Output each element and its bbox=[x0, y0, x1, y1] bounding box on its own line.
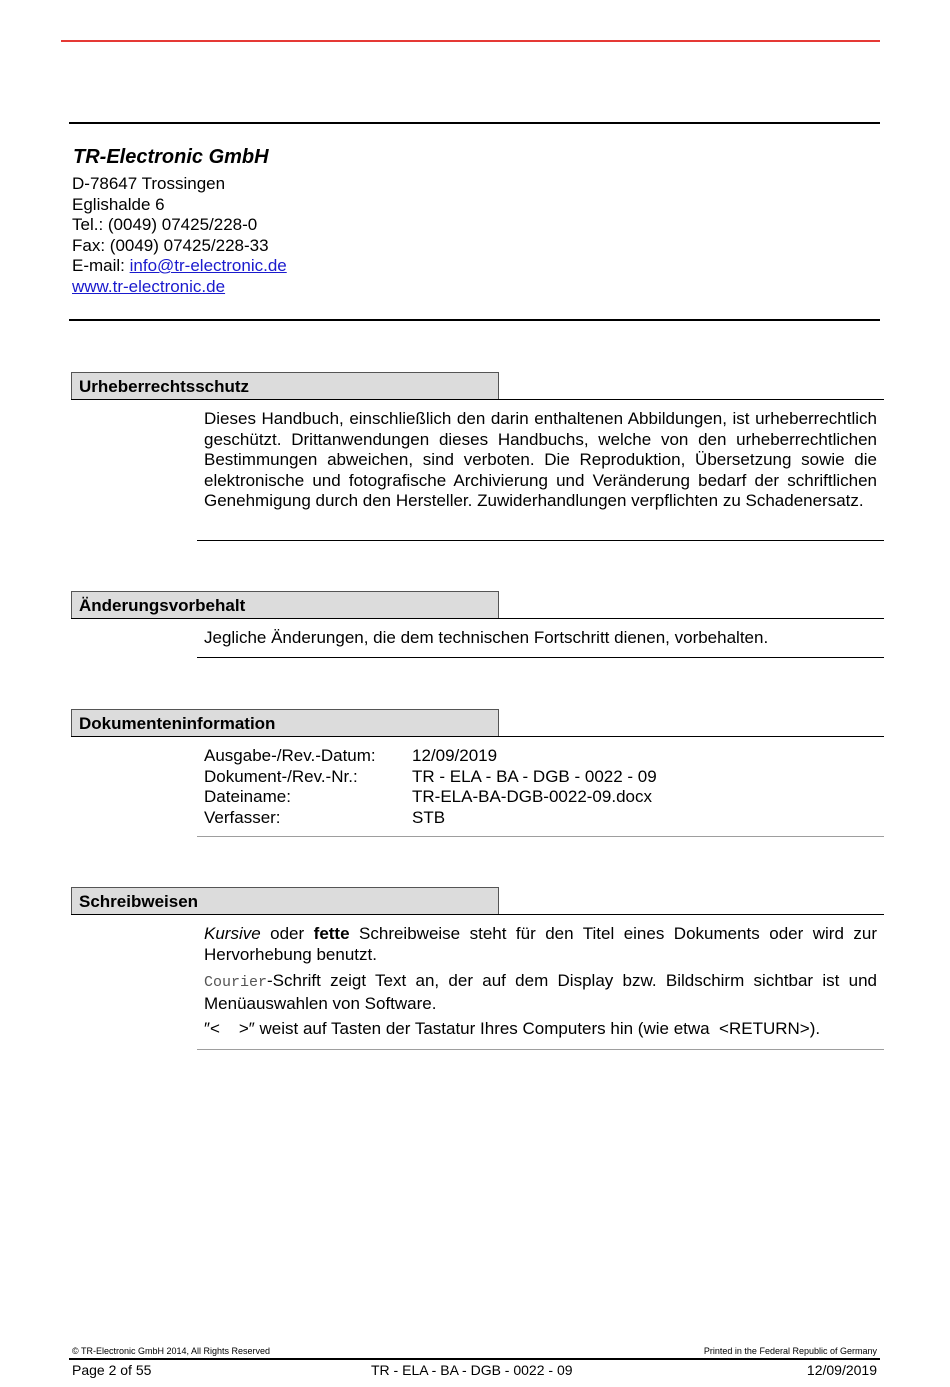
text-run: -Schrift zeigt Text an, der auf dem Display bzw. Bildschirm sichtbar ist und Menüauswahlen von Software. bbox=[204, 971, 877, 1013]
fax-line: Fax: (0049) 07425/228-33 bbox=[72, 235, 269, 255]
section-line bbox=[71, 914, 884, 915]
section-heading-notation: Schreibweisen bbox=[71, 887, 499, 915]
footer-printed: Printed in the Federal Republic of Germany bbox=[703, 1346, 877, 1356]
address-line: Eglishalde 6 bbox=[72, 194, 165, 214]
section-heading-changes: Änderungsvorbehalt bbox=[71, 591, 499, 619]
changes-text: Jegliche Änderungen, die dem technischen Fortschritt dienen, vorbehalten. bbox=[204, 628, 769, 647]
footer-copyright: © TR-Electronic GmbH 2014, All Rights Reserved bbox=[72, 1346, 271, 1356]
email-link[interactable]: info@tr-electronic.de bbox=[129, 256, 287, 275]
notation-paragraph-1 bbox=[204, 924, 877, 965]
text-run: Schreibweise steht für den Titel eines Dokuments oder wird zur Hervorhebung benutzt. bbox=[204, 924, 877, 964]
docinfo-label: Ausgabe-/Rev.-Datum: bbox=[204, 746, 376, 765]
section-heading-docinfo: Dokumenteninformation bbox=[71, 709, 499, 737]
company-name: TR-Electronic GmbH bbox=[73, 146, 269, 168]
website-line bbox=[72, 277, 287, 298]
footer-rule bbox=[69, 1358, 880, 1360]
footer-date: 12/09/2019 bbox=[806, 1362, 877, 1378]
section-heading-copyright: Urheberrechtsschutz bbox=[71, 372, 499, 400]
notation-paragraph-2 bbox=[204, 971, 877, 1014]
section-end-rule bbox=[197, 836, 884, 837]
address-line: D-78647 Trossingen bbox=[72, 174, 226, 193]
section-line bbox=[71, 618, 884, 619]
section-end-rule bbox=[197, 1049, 884, 1050]
website-link[interactable]: www.tr-electronic.de bbox=[72, 276, 226, 296]
docinfo-labels bbox=[204, 746, 376, 828]
text-run: weist auf Tasten der Tastatur Ihres Computers hin (wie etwa <RETURN>). bbox=[254, 1019, 821, 1038]
docinfo-label: Dokument-/Rev.-Nr.: bbox=[204, 766, 358, 786]
company-divider bbox=[69, 319, 880, 321]
notation-paragraph-3 bbox=[204, 1019, 877, 1040]
section-end-rule bbox=[197, 540, 884, 541]
docinfo-value: 12/09/2019 bbox=[412, 746, 498, 765]
bold-sample: fette bbox=[313, 924, 350, 943]
key-quote-sample: ″< >″ bbox=[204, 1019, 255, 1038]
docinfo-value: TR-ELA-BA-DGB-0022-09.docx bbox=[412, 787, 652, 806]
section-end-rule bbox=[197, 657, 884, 658]
footer-page-number: Page 2 of 55 bbox=[72, 1362, 152, 1378]
phone-line: Tel.: (0049) 07425/228-0 bbox=[72, 215, 258, 234]
section-line bbox=[71, 736, 884, 737]
docinfo-label: Verfasser: bbox=[204, 807, 281, 827]
footer-doc-number: TR - ELA - BA - DGB - 0022 - 09 bbox=[371, 1362, 573, 1378]
email-label: E-mail: bbox=[72, 256, 130, 275]
company-address bbox=[72, 174, 287, 297]
courier-sample: Courier bbox=[204, 974, 268, 991]
docinfo-value: STB bbox=[412, 807, 446, 827]
section-line bbox=[71, 399, 884, 400]
italic-sample: Kursive bbox=[204, 924, 261, 943]
docinfo-value: TR - ELA - BA - DGB - 0022 - 09 bbox=[412, 766, 657, 786]
header-red-rule bbox=[61, 40, 880, 42]
docinfo-label: Dateiname: bbox=[204, 787, 291, 806]
top-divider bbox=[69, 122, 880, 124]
docinfo-values bbox=[412, 746, 657, 828]
copyright-text: Dieses Handbuch, einschließlich den darin enthaltenen Abbildungen, ist urheberrechtlich geschützt. Drittanwendungen dieses Handbuchs, welche von den urheberrechtlichen Bestimmungen abweichen, sind verboten. Die Reproduktion, Übersetzung sowie die elektronische und fotografische Archivierung und Veränderung bedarf der schriftlichen Genehmigung durch den Hersteller. Zuwiderhandlungen verpflichten zu Schadenersatz. bbox=[204, 409, 877, 510]
text-run: oder bbox=[260, 924, 314, 943]
email-line bbox=[72, 256, 287, 277]
